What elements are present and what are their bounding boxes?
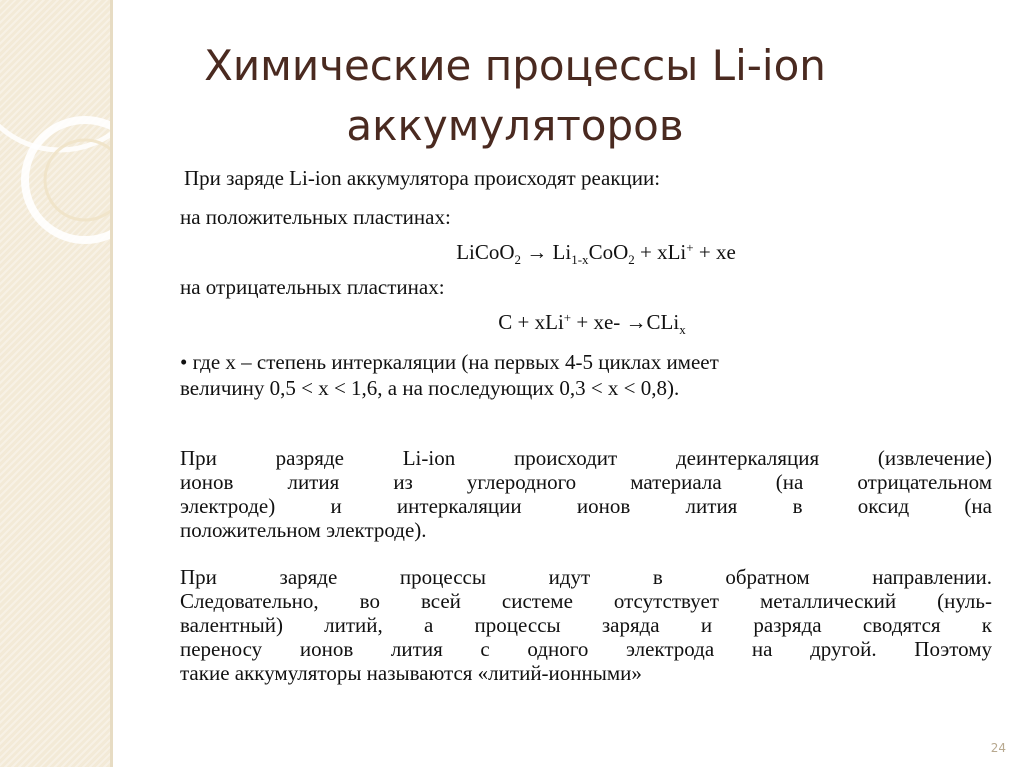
title-line-1: Химические процессы Li-ion <box>204 41 826 90</box>
discharge-line: электроде) и интеркаляции ионов лития в оксид (на <box>180 494 992 518</box>
charge-paragraph <box>180 565 992 685</box>
positive-reaction-equation <box>190 240 1002 267</box>
decorative-rings <box>0 0 110 767</box>
eq-sub-1-x: 1-x <box>571 252 589 267</box>
eq-xe-cli: + xe- →CLi <box>571 310 680 334</box>
eq-arrow-li: → Li <box>521 240 572 264</box>
positive-plates-label: на положительных пластинах: <box>180 205 451 229</box>
charge-line: Следовательно, во всей системе отсутствует металлический (нуль- <box>180 589 992 613</box>
intro-text: При заряде Li-ion аккумулятора происходят реакции: <box>184 166 661 190</box>
decorative-left-band <box>0 0 110 767</box>
negative-reaction-equation <box>186 310 998 337</box>
eq-sup-plus-neg: + <box>563 310 572 325</box>
eq-coo: CoO <box>588 240 629 264</box>
charge-line: такие аккумуляторы называются «литий-ионными» <box>180 661 642 685</box>
intercalation-note-line-1: • где x – степень интеркаляции (на первых 4-5 циклах имеет <box>180 350 719 374</box>
band-edge-divider <box>110 0 113 767</box>
title-line-2: аккумуляторов <box>346 101 684 150</box>
eq-licoo: LiCoO <box>456 240 515 264</box>
decor-ring-small <box>25 120 110 240</box>
eq-c-xli: C + xLi <box>498 310 564 334</box>
eq-plus-xli: + xLi <box>634 240 687 264</box>
eq-sup-plus: + <box>686 240 694 255</box>
charge-line: При заряде процессы идут в обратном направлении. <box>180 565 992 589</box>
charge-line: переносу ионов лития с одного электрода на другой. Поэтому <box>180 637 992 661</box>
slide-title <box>150 36 880 156</box>
eq-sub-2a: 2 <box>514 252 522 267</box>
decor-ring-inner <box>45 140 110 220</box>
discharge-line: положительном электроде). <box>180 518 427 542</box>
negative-plates-label: на отрицательных пластинах: <box>180 275 445 299</box>
page-number: 24 <box>990 741 1006 755</box>
eq-xe: + xe <box>693 240 736 264</box>
intercalation-note-line-2: величину 0,5 < x < 1,6, а на последующих 0,3 < x < 0,8). <box>180 376 680 400</box>
eq-sub-2b: 2 <box>628 252 635 267</box>
discharge-line: При разряде Li-ion происходит деинтеркаляция (извлечение) <box>180 446 992 470</box>
discharge-line: ионов лития из углеродного материала (на отрицательном <box>180 470 992 494</box>
charge-line: валентный) литий, а процессы заряда и разряда сводятся к <box>180 613 992 637</box>
discharge-paragraph <box>180 446 992 542</box>
eq-sub-x: x <box>679 322 686 337</box>
